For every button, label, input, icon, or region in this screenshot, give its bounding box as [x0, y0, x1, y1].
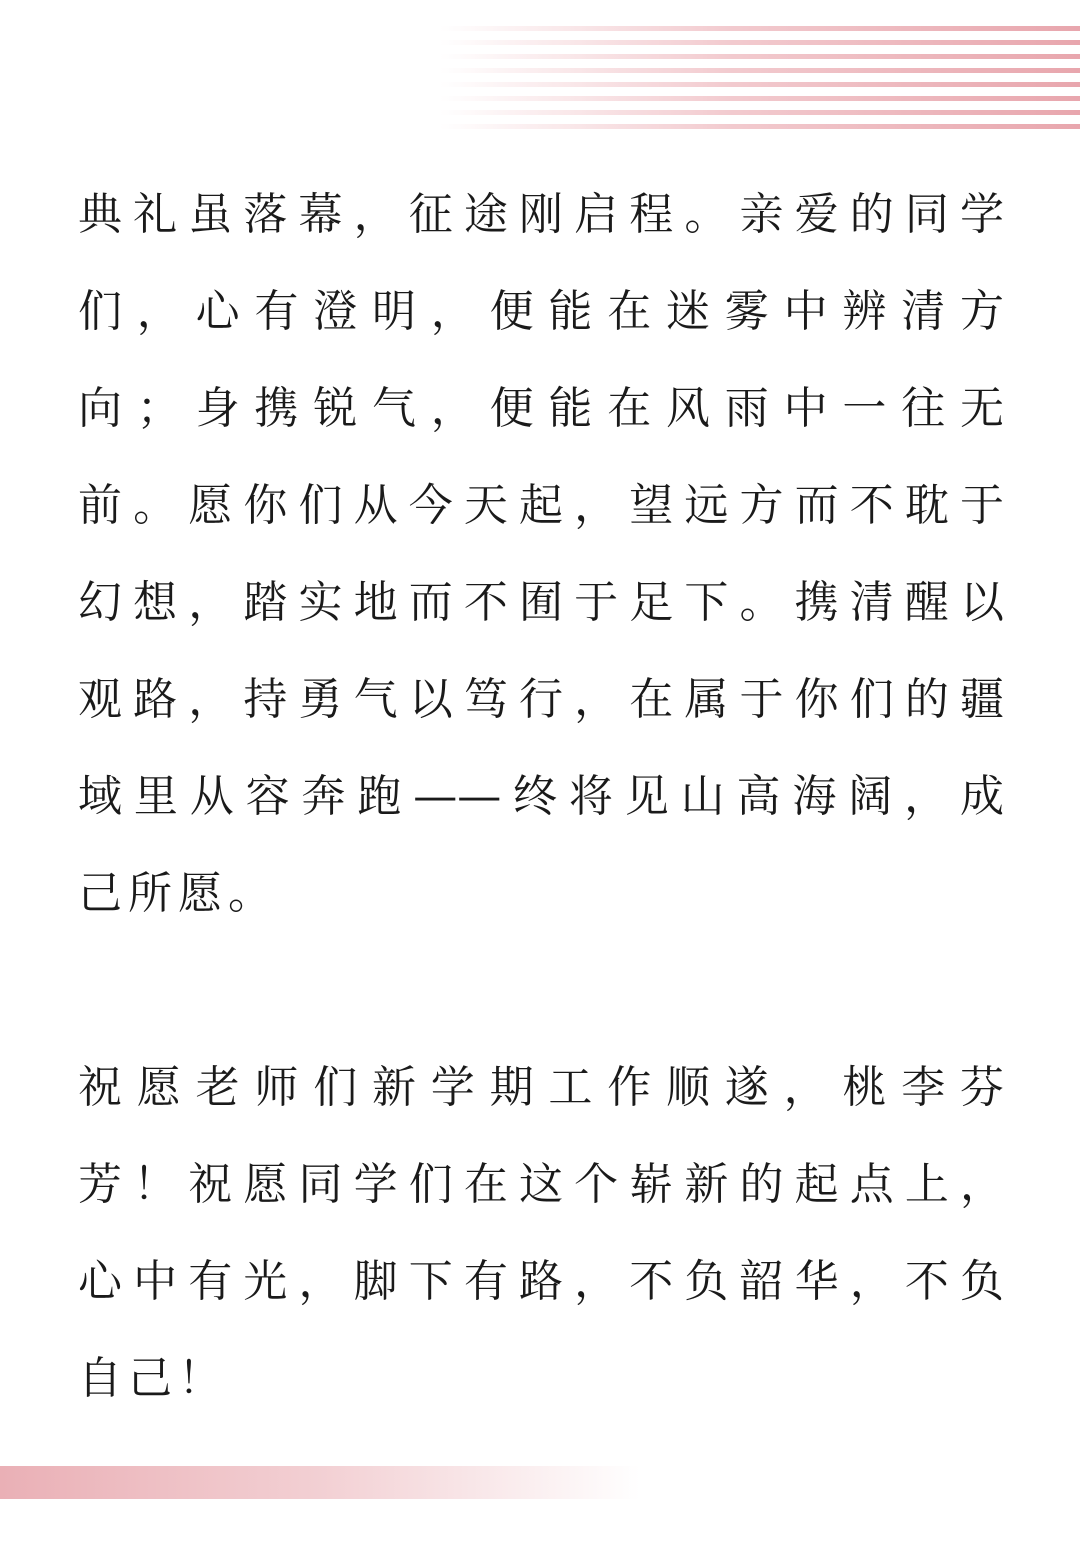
top-decorative-stripes [440, 26, 1080, 130]
paragraph-farewell [78, 182, 1004, 958]
text-line: 们，心有澄明，便能在迷雾中辨清方 [78, 286, 1004, 337]
decorative-stripe [440, 68, 1080, 73]
bottom-decorative-bar [0, 1466, 640, 1499]
article-body [78, 182, 1004, 1443]
text-line: 己所愿。 [78, 868, 278, 919]
text-line: 域里从容奔跑——终将见山高海阔，成 [78, 771, 1004, 822]
decorative-stripe [440, 40, 1080, 45]
decorative-stripe [440, 54, 1080, 59]
text-line: 向；身携锐气，便能在风雨中一往无 [78, 383, 1004, 434]
text-line: 前。愿你们从今天起，望远方而不耽于 [78, 480, 1004, 531]
text-line: 心中有光，脚下有路，不负韶华，不负 [78, 1256, 1004, 1307]
text-line: 典礼虽落幕，征途刚启程。亲爱的同学 [78, 189, 1004, 240]
decorative-stripe [440, 26, 1080, 31]
decorative-stripe [440, 110, 1080, 115]
paragraph-wishes [78, 1055, 1004, 1443]
text-line: 芳！祝愿同学们在这个崭新的起点上， [78, 1159, 1004, 1210]
text-line: 自己！ [78, 1353, 228, 1404]
decorative-stripe [440, 124, 1080, 129]
text-line: 幻想，踏实地而不囿于足下。携清醒以 [78, 577, 1004, 628]
text-line: 观路，持勇气以笃行，在属于你们的疆 [78, 674, 1004, 725]
decorative-stripe [440, 82, 1080, 87]
decorative-stripe [440, 96, 1080, 101]
text-line: 祝愿老师们新学期工作顺遂，桃李芬 [78, 1062, 1004, 1113]
